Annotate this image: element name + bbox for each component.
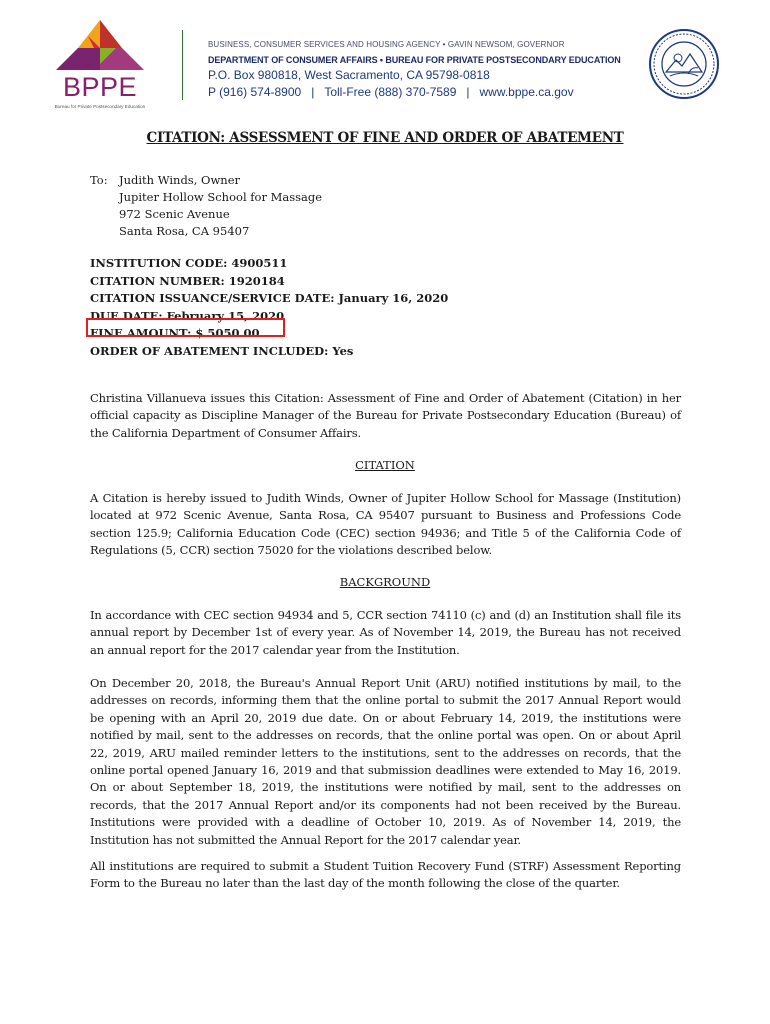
recipient-street: 972 Scenic Avenue: [119, 207, 230, 221]
recipient-block: [90, 172, 322, 240]
background-paragraph-3: All institutions are required to submit a Student Tuition Recovery Fund (STRF) Assessment Reporting Form to the Bureau no later than the last day of the month following the close of the quarter.: [90, 859, 681, 891]
phone-number: P (916) 574-8900: [208, 85, 302, 99]
citation-number: CITATION NUMBER: 1920184: [90, 273, 285, 288]
fine-amount: FINE AMOUNT: $ 5050.00: [90, 326, 260, 340]
citation-heading: CITATION: [355, 458, 415, 472]
due-date: DUE DATE: February 15, 2020: [90, 308, 285, 323]
recipient-city: Santa Rosa, CA 95407: [119, 224, 250, 238]
toll-free-number: Toll-Free (888) 370-7589: [324, 85, 457, 99]
separator: |: [311, 85, 315, 99]
background-paragraph-2: On December 20, 2018, the Bureau's Annual Report Unit (ARU) notified institutions by mail, to the addresses on records, informing them that the online portal to submit the 2017 Annual Report would be opening with an April 20, 2019 due date. On or about February 14, 2019, the institutions were notified by mail, sent to the addresses on records, that the online portal was open. On or about April 22, 2019, ARU mailed reminder letters to the institutions, sent to the addresses on records, that the online portal opened January 16, 2019 and that submission deadlines were extended to May 16, 2019. On or about September 18, 2019, the institutions were notified by mail, sent to the addresses on records, that the 2017 Annual Report and/or its components had not been received by the Bureau. Institutions were provided with a deadline of October 10, 2019. As of November 14, 2019, the Institution has not submitted the Annual Report for the 2017 calendar year.: [90, 676, 681, 847]
california-seal-icon: [648, 28, 720, 100]
bppe-logo-icon: [50, 18, 150, 74]
document-title: CITATION: ASSESSMENT OF FINE AND ORDER OF ABATEMENT: [146, 130, 624, 146]
issuance-date: CITATION ISSUANCE/SERVICE DATE: January 16, 2020: [90, 291, 449, 305]
bppe-logo: [50, 18, 150, 113]
separator: |: [466, 85, 470, 99]
background-heading: BACKGROUND: [339, 575, 431, 589]
recipient-school: Jupiter Hollow School for Massage: [119, 190, 323, 204]
logo-tagline: Bureau for Private Postsecondary Education: [54, 104, 146, 109]
order-of-abatement: ORDER OF ABATEMENT INCLUDED: Yes: [90, 343, 354, 358]
mailing-address: P.O. Box 980818, West Sacramento, CA 95798-0818: [208, 68, 490, 82]
recipient-name: Judith Winds, Owner: [119, 173, 240, 187]
contact-line: [208, 85, 574, 99]
background-paragraph-1: In accordance with CEC section 94934 and 5, CCR section 74110 (c) and (d) an Institution shall file its annual report by December 1st of every year. As of November 14, 2019, the Bureau has not received an annual report for the 2017 calendar year from the Institution.: [90, 608, 681, 657]
citation-info-block: [90, 255, 448, 360]
intro-paragraph: Christina Villanueva issues this Citation: Assessment of Fine and Order of Abatement (Citation) in her official capacity as Discipline Manager of the Bureau for Private Postsecondary Education (Bureau) of the California Department of Consumer Affairs.: [90, 391, 681, 440]
fine-amount-highlight: [86, 318, 285, 337]
institution-code: INSTITUTION CODE: 4900511: [90, 256, 288, 270]
to-label: To:: [90, 173, 108, 187]
citation-paragraph: A Citation is hereby issued to Judith Winds, Owner of Jupiter Hollow School for Massage (Institution) located at 972 Scenic Avenue, Santa Rosa, CA 95407 pursuant to Business and Professions Code section 125.9; California Education Code (CEC) section 94936; and Title 5 of the California Code of Regulations (5, CCR) section 75020 for the violations described below.: [90, 491, 681, 558]
logo-wordmark: BPPE: [62, 72, 138, 102]
agency-line: BUSINESS, CONSUMER SERVICES AND HOUSING AGENCY • GAVIN NEWSOM, GOVERNOR: [208, 40, 565, 49]
header-divider: [182, 30, 191, 100]
department-line: DEPARTMENT OF CONSUMER AFFAIRS • BUREAU FOR PRIVATE POSTSECONDARY EDUCATION: [208, 55, 621, 65]
website-link[interactable]: www.bppe.ca.gov: [479, 85, 574, 99]
